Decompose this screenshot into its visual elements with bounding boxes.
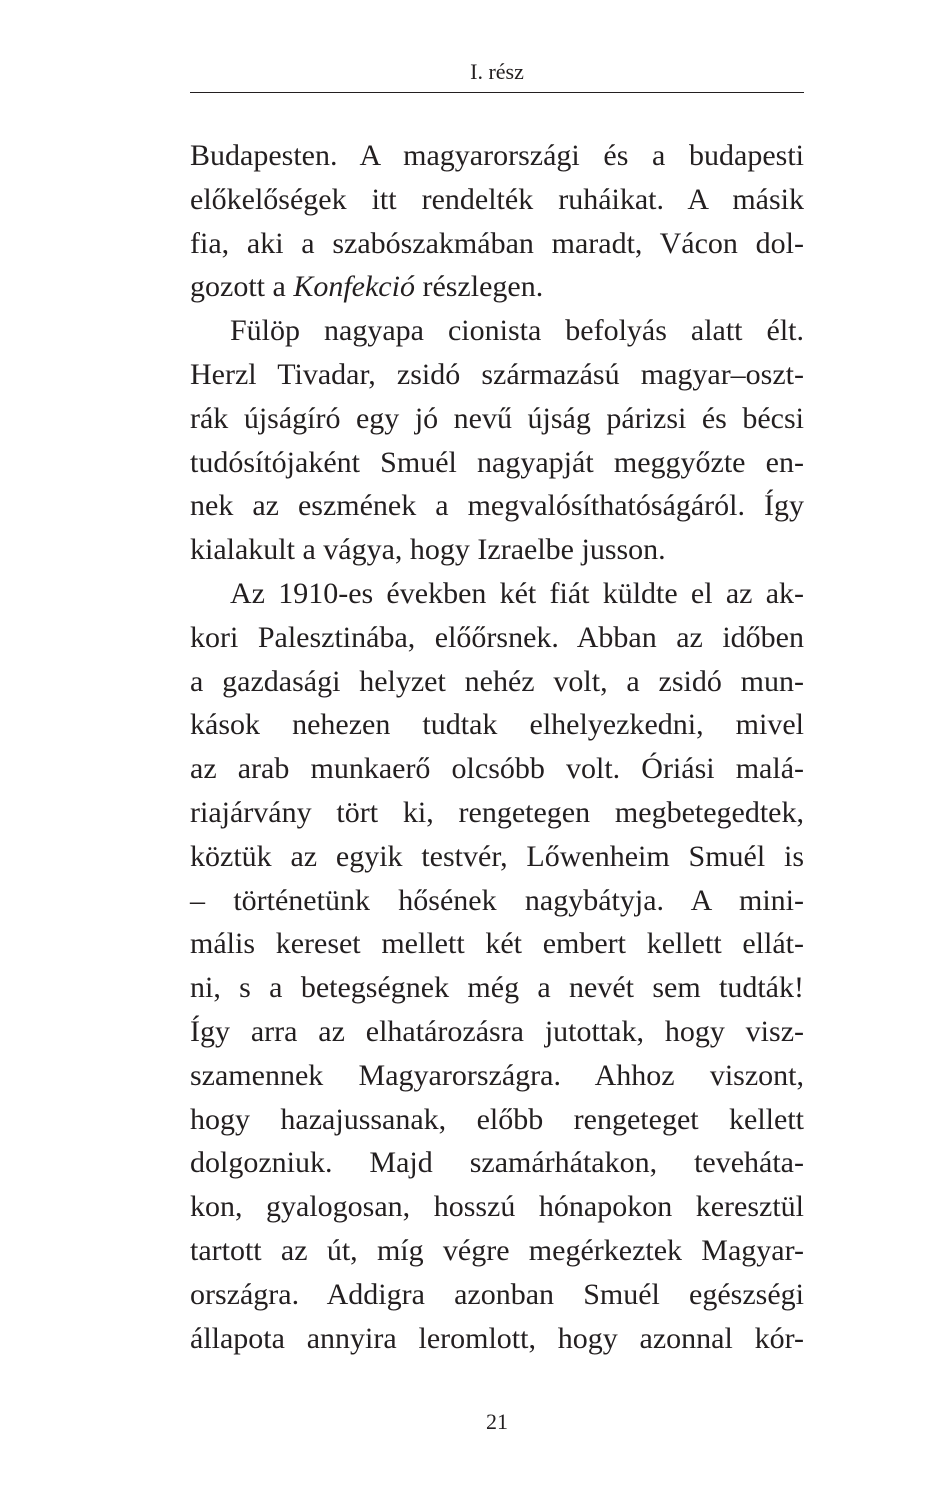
text-line: hogy hazajussanak, előbb rengeteget kellett [190, 1102, 804, 1136]
text-line: a gazdasági helyzet nehéz volt, a zsidó mun- [190, 664, 804, 698]
text-line: kások nehezen tudtak elhelyezkedni, mivel [190, 708, 804, 742]
text-line: országra. Addigra azonban Smuél egészségi [190, 1277, 804, 1311]
text-line: rák újságíró egy jó nevű újság párizsi és bécsi [190, 401, 804, 435]
italic-term: Konfekció [293, 270, 415, 304]
text-line: ni, s a betegségnek még a nevét sem tudták! [190, 971, 804, 1005]
text-line: fia, aki a szabószakmában maradt, Vácon dol- [190, 226, 804, 260]
text-segment: részlegen. [414, 270, 544, 304]
text-line: nek az eszmének a megvalósíthatóságáról. Így [190, 489, 804, 523]
text-line: Így arra az elhatározásra jutottak, hogy visz- [190, 1014, 804, 1048]
paragraph [190, 134, 804, 309]
text-line: előkelőségek itt rendelték ruháikat. A másik [190, 182, 804, 216]
text-line: tudósítójaként Smuél nagyapját meggyőzte en- [190, 445, 804, 479]
text-line: dolgozniuk. Majd szamárhátakon, teveháta- [190, 1146, 804, 1180]
text-line: riajárvány tört ki, rengetegen megbetegedtek, [190, 795, 804, 829]
text-line: Az 1910-es években két fiát küldte el az ak- [230, 576, 804, 610]
text-line: kori Palesztinába, előőrsnek. Abban az időben [190, 620, 804, 654]
body-text [190, 134, 804, 1360]
text-line: Fülöp nagyapa cionista befolyás alatt élt. [230, 314, 804, 348]
text-line: tartott az út, míg végre megérkeztek Magyar- [190, 1233, 804, 1267]
page-number: 21 [486, 1409, 508, 1434]
text-line: kon, gyalogosan, hosszú hónapokon keresztül [190, 1190, 804, 1224]
paragraph [190, 572, 804, 1360]
text-line: Budapesten. A magyarországi és a budapesti [190, 139, 804, 172]
text-line: Herzl Tivadar, zsidó származású magyar–oszt- [190, 357, 804, 391]
paragraph [190, 309, 804, 572]
text-segment: gozott a [190, 270, 294, 304]
text-line [190, 265, 804, 309]
text-line: szamennek Magyarországra. Ahhoz viszont, [190, 1058, 804, 1092]
text-line: köztük az egyik testvér, Lőwenheim Smuél is [190, 839, 804, 873]
text-line: mális kereset mellett két embert kellett ellát- [190, 927, 804, 961]
text-line: állapota annyira leromlott, hogy azonnal kór- [190, 1321, 804, 1355]
running-head: I. rész [470, 59, 524, 84]
text-line: az arab munkaerő olcsóbb volt. Óriási malá- [190, 752, 804, 786]
header-rule [190, 92, 804, 93]
text-line: – történetünk hősének nagybátyja. A mini- [190, 883, 804, 917]
text-line: kialakult a vágya, hogy Izraelbe jusson. [190, 533, 666, 567]
